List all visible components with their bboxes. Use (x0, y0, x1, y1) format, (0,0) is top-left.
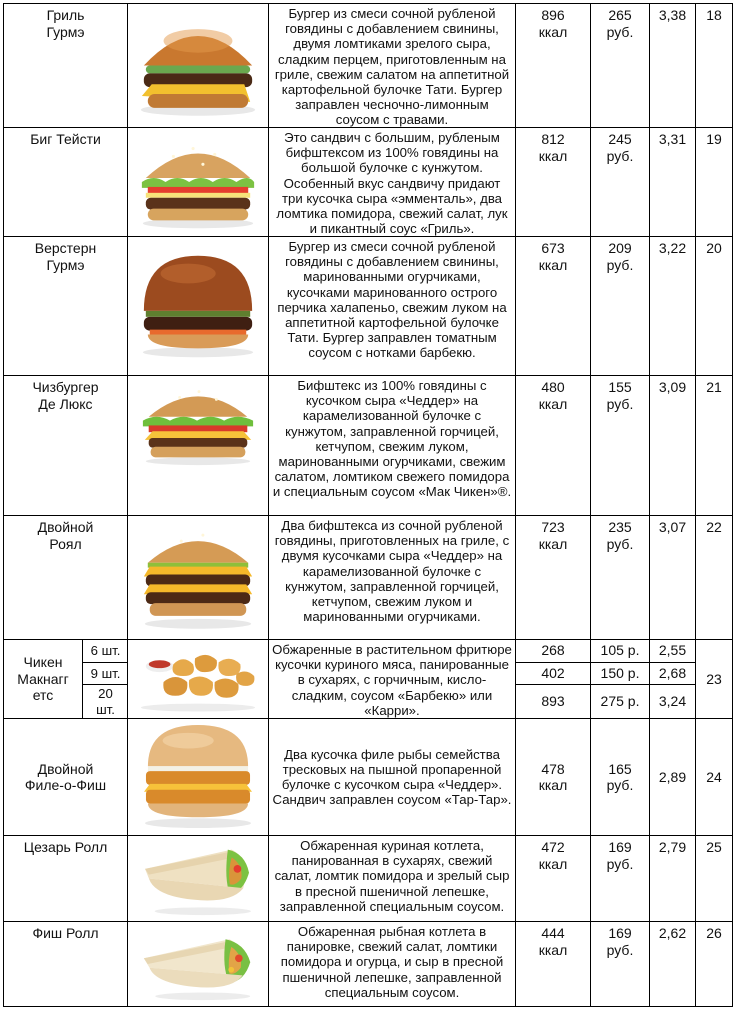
item-ratio: 3,31 (658, 131, 687, 147)
table-row (3, 921, 733, 1007)
table-row (3, 375, 733, 515)
table-row (3, 835, 733, 921)
item-ratio: 2,89 (658, 768, 687, 785)
item-kcal: 673 ккал (538, 240, 568, 273)
item-description: Обжаренная куриная котлета, панированная в сухарях, свежий салат, ломтик помидора и зрелый сыр в пресной пшеничной лепешке, заправленной специальным соусом. (274, 838, 510, 914)
wrap-icon (134, 840, 262, 917)
item-description: Это сандвич с большим, рубленым бифштексом из 100% говядины на большой булочке с кунжутом. Особенный вкус сандвичу придают три кусочка сыра «эмменталь», два ломтика помидора, свежий салат, лук и пикантный соус «Гриль». (276, 130, 508, 237)
item-kcal: 472 ккал (538, 839, 568, 872)
item-kcal: 723 ккал (538, 519, 568, 552)
portion-size: 9 шт. (83, 663, 128, 685)
item-description: Два бифштекса из сочной рубленой говядины, приготовленных на гриле, с двумя кусочками сыра «Чеддер» на карамелизованной булочке с кунжутом, заправленной горчицей, кетчупом, свежим луком и маринованными огурчиками. (274, 518, 510, 625)
item-description: Бургер из смеси сочной рубленой говядины с добавлением свинины, маринованными огурчиками, кусочками маринованного острого перчика халапеньо, свежим луком на аппетитной картофельной булочке Тати. Бургер заправлен томатным соусом с нотками барбекю. (277, 239, 507, 361)
item-number: 19 (706, 131, 722, 147)
item-name: Двойной Роял (37, 519, 94, 552)
table-row (3, 718, 733, 835)
portion-kcal: 268 (516, 640, 590, 663)
burger-plain-icon (134, 241, 262, 371)
table-row (3, 236, 733, 375)
table-row (3, 639, 733, 718)
item-number: 23 (706, 670, 722, 687)
portion-ratio: 3,24 (658, 692, 687, 709)
portion-size: 20 шт. (96, 686, 115, 717)
item-ratio: 3,38 (658, 7, 687, 23)
portion-price: 150 р. (591, 663, 649, 685)
item-price: 169 руб. (606, 839, 634, 872)
wrap-icon (134, 926, 262, 1002)
portion-size: 6 шт. (83, 640, 128, 663)
item-price: 235 руб. (606, 519, 634, 552)
item-kcal: 896 ккал (538, 7, 568, 40)
item-description: Обжаренная рыбная котлета в панировке, свежий салат, ломтики помидора и огурца, и сыр в пресной пшеничной лепешке, заправленной специальным соусом. (280, 924, 504, 1000)
item-price: 169 руб. (606, 925, 634, 958)
menu-table (3, 3, 733, 1007)
item-description: Бифштекс из 100% говядины с кусочком сыра «Чеддер» на карамелизованной булочке с кунжутом, заправленной горчицей, кетчупом, свежим луком, маринованными огурчиками, свежим салатом, ломтиком свежего помидора и специальным соусом «Мак Чикен»®. (272, 378, 512, 500)
item-description: Два кусочка филе рыбы семейства тресковых на пышной пропаренной булочке с кусочком сыра «Чеддер». Сандвич заправлен соусом «Тар-Тар». (272, 746, 512, 808)
item-ratio: 3,22 (658, 240, 687, 256)
item-number: 24 (706, 768, 722, 785)
portion-price: 105 р. (591, 640, 649, 663)
item-price: 209 руб. (606, 240, 634, 273)
item-name: Гриль Гурмэ (46, 7, 85, 40)
item-number: 25 (706, 839, 722, 855)
item-number: 18 (706, 7, 722, 23)
item-description: Бургер из смеси сочной рубленой говядины с добавлением свинины, двумя ломтиками зрелого сыра, сладким перцем, приготовленным на гриле, свежим салатом на аппетитной картофельной булочке Тати. Бургер заправлен чесночно-лимонным соусом с травами. (274, 6, 510, 128)
burger-lettuce-icon (134, 132, 262, 232)
item-name: Фиш Ролл (32, 925, 99, 941)
item-price: 265 руб. (606, 7, 634, 40)
item-kcal: 480 ккал (538, 379, 568, 412)
nuggets-icon (134, 644, 262, 714)
item-price: 245 руб. (606, 131, 634, 164)
item-name: Чикен Макнагг етс (17, 654, 69, 704)
item-number: 21 (706, 379, 722, 395)
table-row (3, 3, 733, 127)
table-row (3, 515, 733, 639)
item-kcal: 478 ккал (538, 760, 568, 793)
burger-cheese-icon (134, 8, 262, 123)
item-name: Биг Тейсти (30, 131, 101, 147)
portion-price: 275 р. (600, 692, 640, 709)
item-kcal: 444 ккал (538, 925, 568, 958)
item-ratio: 2,79 (658, 839, 687, 855)
item-price: 155 руб. (606, 379, 634, 412)
item-number: 26 (706, 925, 722, 941)
burger-deluxe-icon (134, 380, 262, 467)
item-price: 165 руб. (606, 760, 634, 793)
portion-kcal: 893 (541, 692, 565, 709)
item-kcal: 812 ккал (538, 131, 568, 164)
table-row (3, 127, 733, 236)
item-name: Чизбургер Де Люкс (32, 379, 99, 412)
item-number: 22 (706, 519, 722, 535)
item-number: 20 (706, 240, 722, 256)
item-ratio: 3,09 (658, 379, 687, 395)
portion-ratio: 2,68 (650, 663, 695, 685)
item-description: Обжаренные в растительном фритюре кусочки куриного мяса, панированные в сухарях, с горчичным, кисло-сладким, соусом «Барбекю» или «Карри». (272, 642, 512, 718)
item-name: Верстерн Гурмэ (34, 240, 97, 273)
burger-double-icon (134, 520, 262, 635)
item-name: Цезарь Ролл (23, 839, 108, 855)
item-name: Двойной Филе-о-Фиш (24, 760, 107, 793)
portion-ratio: 2,55 (650, 640, 695, 663)
item-ratio: 2,62 (658, 925, 687, 941)
fish-burger-icon (134, 723, 262, 831)
portion-kcal: 402 (516, 663, 590, 685)
item-ratio: 3,07 (658, 519, 687, 535)
